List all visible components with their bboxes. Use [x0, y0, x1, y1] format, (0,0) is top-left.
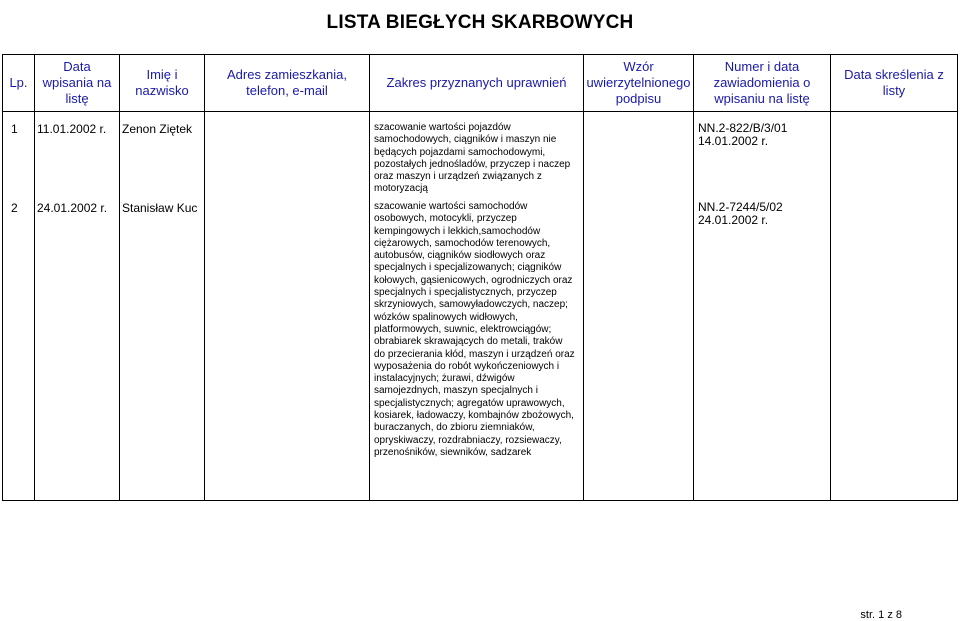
page-number: str. 1 z 8 [860, 609, 902, 621]
notice-date: 14.01.2002 r. [698, 134, 769, 148]
row-notice [694, 201, 830, 227]
scope-line: platformowych, suwnic, elektrowciągów; [374, 323, 552, 335]
row-scope [370, 201, 583, 459]
col-header-address: Adres zamieszkania, telefon, e-mail [205, 55, 370, 112]
notice-number: NN.2-822/B/3/01 [698, 121, 788, 135]
scope-line: samojezdnych, maszyn specjalnych i [374, 385, 538, 397]
table-row [3, 122, 958, 201]
scope-line: kosiarek, ładowaczy, kombajnów zbożowych, [374, 410, 574, 422]
header-row [3, 55, 958, 112]
scope-line: specjalnych i specjalizowanych; ciągników [374, 262, 562, 274]
col-header-date-added: Data wpisania na listę [35, 55, 120, 112]
row-date-added: 11.01.2002 r. [37, 122, 107, 136]
scope-line: przenośników, siewników, sadzarek [374, 446, 532, 458]
row-lp: 2 [11, 201, 18, 215]
col-header-lp: Lp. [3, 55, 35, 112]
scope-line: obrabiarek skrawających do metali, traków [374, 336, 563, 348]
scope-line: oraz maszyn i urządzeń związanych z [374, 171, 542, 183]
row-name: Zenon Ziętek [122, 122, 193, 136]
scope-line: specjalnych i specjalistycznych, przyczep [374, 287, 557, 299]
row-lp: 1 [11, 122, 18, 136]
scope-line: ciężarowych, samochodów terenowych, [374, 237, 551, 249]
col-header-name: Imię i nazwisko [120, 55, 205, 112]
scope-line: opryskiwaczy, rozdrabniaczy, rozsiewaczy, [374, 434, 562, 446]
page-title: LISTA BIEGŁYCH SKARBOWYCH [326, 12, 634, 33]
scope-line: buraczanych, do zbioru ziemniaków, [374, 422, 535, 434]
scope-line: instalacyjnych; żurawi, dźwigów [374, 373, 515, 385]
scope-line: pozostałych jednośladów, przyczep i naczep [374, 158, 571, 170]
row-scope [370, 122, 583, 196]
scope-line: specjalistycznych; agregatów uprawowych, [374, 397, 565, 409]
scope-line: kołowych, gąsienicowych, ogrodniczych oraz [374, 274, 573, 286]
scope-line: wyposażenia do robót wykończeniowych i [374, 360, 560, 372]
row-date-added: 24.01.2002 r. [37, 201, 108, 215]
scope-line: będących pojazdami samochodowymi, [374, 146, 546, 158]
row-notice [694, 122, 830, 148]
spacer-row [3, 112, 958, 123]
scope-line: do przecierania kłód, maszyn i urządzeń oraz [374, 348, 575, 360]
scope-line: autobusów, ciągników siodłowych oraz [374, 250, 546, 262]
scope-line: wózków spalinowych widłowych, [374, 311, 518, 323]
col-header-notice: Numer i data zawiadomienia o wpisaniu na listę [694, 55, 831, 112]
table-row [3, 201, 958, 501]
scope-line: samochodowych, ciągników i maszyn nie [374, 134, 557, 146]
scope-line: motoryzacją [374, 183, 428, 195]
notice-date: 24.01.2002 r. [698, 213, 769, 227]
scope-line: szacowanie wartości samochodów [374, 201, 528, 212]
row-name: Stanisław Kuc [122, 201, 198, 215]
col-header-date-removed: Data skreślenia z listy [831, 55, 958, 112]
scope-line: osobowych, motocykli, przyczep [374, 213, 517, 225]
register-table [2, 54, 958, 501]
scope-line: szacowanie wartości pojazdów [374, 122, 511, 133]
col-header-scope: Zakres przyznanych uprawnień [370, 55, 584, 112]
scope-line: kempingowych i lekkich,samochodów [374, 225, 541, 237]
col-header-signature: Wzór uwierzytelnionego podpisu [584, 55, 694, 112]
scope-line: skrzyniowych, samowyładowczych, naczep; [374, 299, 568, 311]
notice-number: NN.2-7244/5/02 [698, 200, 783, 214]
